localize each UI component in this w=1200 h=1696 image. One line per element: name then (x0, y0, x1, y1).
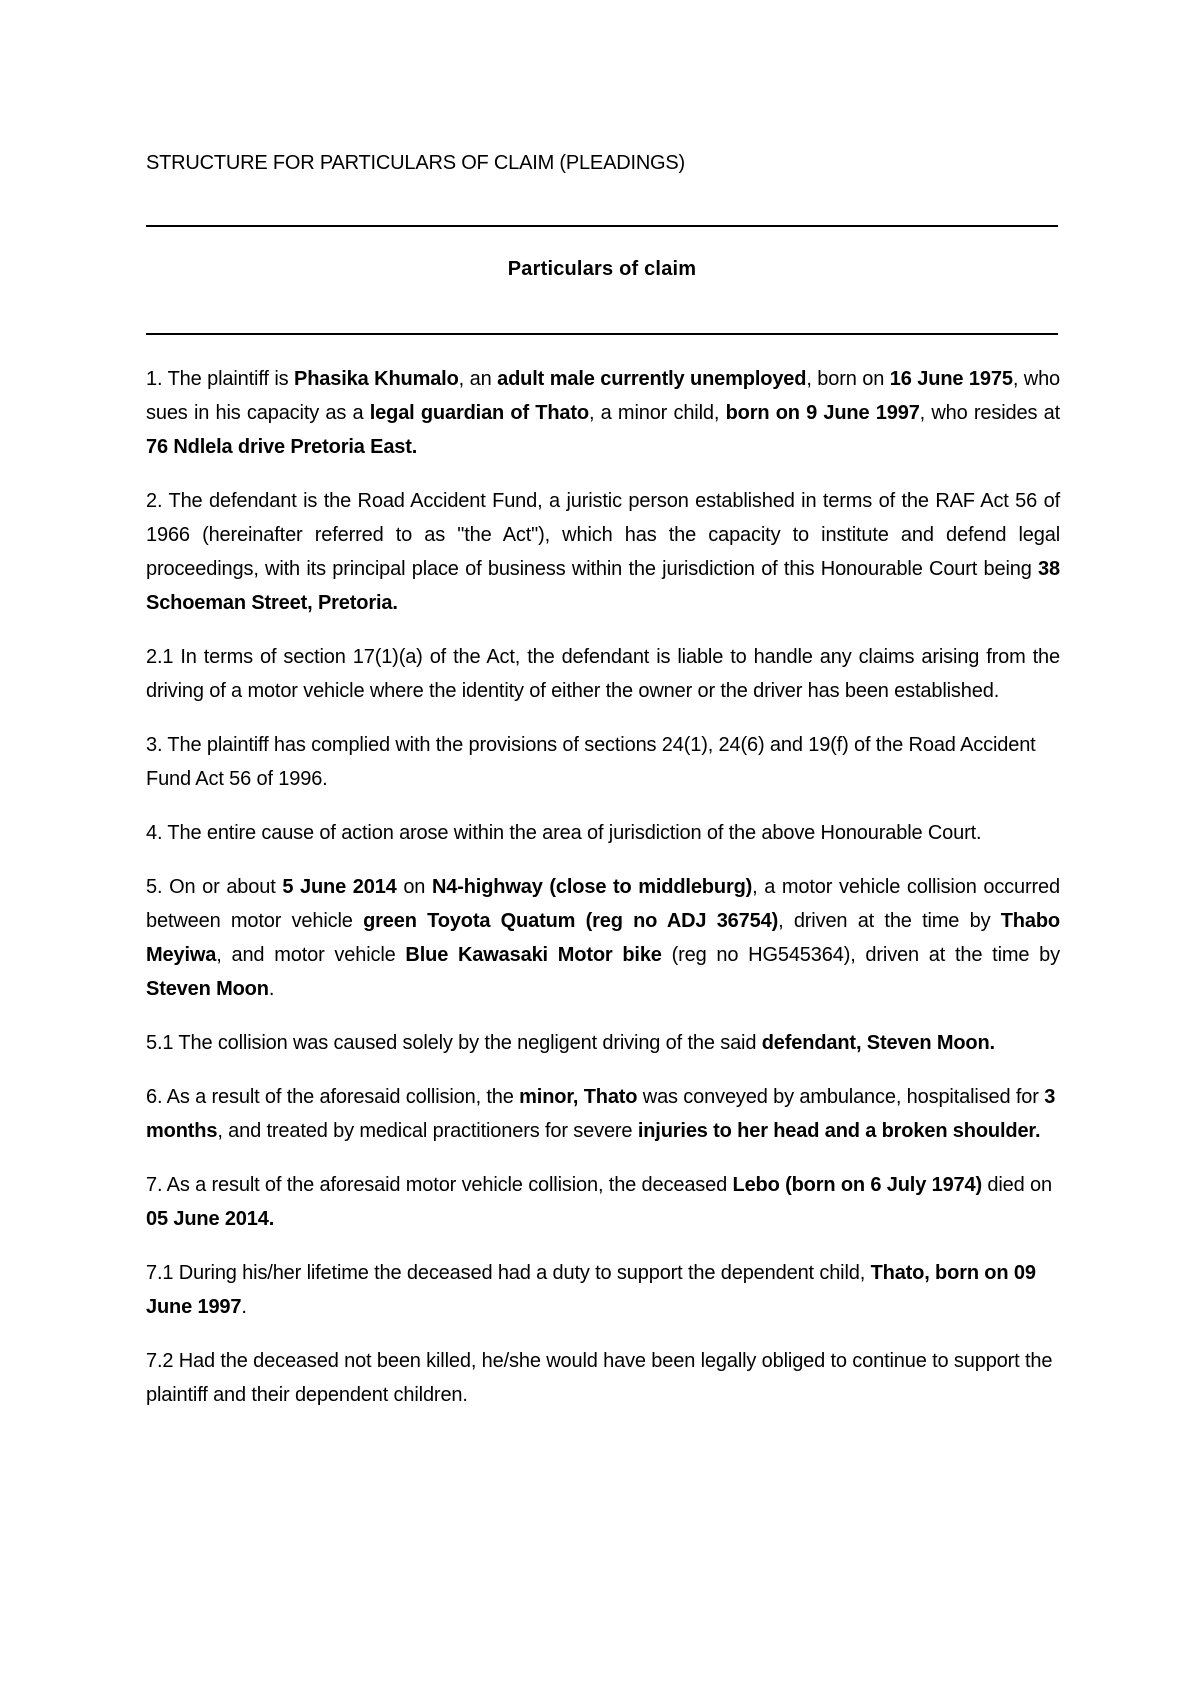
bold-text-run: Thato, born on 09 June 1997 (146, 1262, 1036, 1318)
bold-text-run: 5 June 2014 (282, 876, 397, 898)
bold-text-run: Blue Kawasaki Motor bike (405, 944, 662, 966)
paragraph-p7-2 (146, 1344, 1060, 1412)
bold-text-run: Thabo Meyiwa (146, 910, 1060, 966)
text-run: 2. The defendant is the Road Accident Fund, a juristic person established in terms of the RAF Act 56 of 1966 (hereinafter referred to as "the Act"), which has the capacity to institute and defend legal proceedings, with its principal place of business within the jurisdiction of this Honourable Court being (146, 490, 1060, 580)
text-run: 6. As a result of the aforesaid collision, the (146, 1086, 520, 1108)
bold-text-run: 76 Ndlela drive Pretoria East. (146, 436, 418, 458)
bold-text-run: adult male currently unemployed (497, 368, 807, 390)
document-title: STRUCTURE FOR PARTICULARS OF CLAIM (PLEADINGS) (146, 152, 686, 174)
text-run: , who sues in his capacity as a (146, 368, 1061, 424)
bold-text-run: Lebo (born on 6 July 1974) (732, 1174, 982, 1196)
text-run: 7. As a result of the aforesaid motor vehicle collision, the deceased (146, 1174, 733, 1196)
paragraph-p6 (146, 1080, 1060, 1148)
text-run: (reg no HG545364), driven at the time by (661, 944, 1060, 966)
text-run: , a motor vehicle collision occurred between motor vehicle (146, 876, 1060, 932)
bold-text-run: 38 Schoeman Street, Pretoria. (146, 558, 1060, 614)
paragraph-p5 (146, 870, 1060, 1006)
text-run: . (241, 1296, 247, 1318)
bold-text-run: 16 June 1975 (889, 368, 1013, 390)
bold-text-run: Steven Moon (146, 978, 269, 1000)
text-run: 3. The plaintiff has complied with the provisions of sections 24(1), 24(6) and 19(f) of the Road Accident Fund Act 56 of 1996. (146, 734, 1036, 790)
paragraph-p3 (146, 728, 1060, 796)
paragraph-p2 (146, 484, 1060, 620)
text-run: , and motor vehicle (216, 944, 406, 966)
text-run: 2.1 In terms of section 17(1)(a) of the Act, the defendant is liable to handle any claims arising from the driving of a motor vehicle where the identity of either the owner or the driver has been established. (146, 646, 1060, 702)
paragraph-p1 (146, 362, 1060, 464)
text-run: on (396, 876, 432, 898)
text-run: died on (982, 1174, 1052, 1196)
paragraph-p4 (146, 816, 1060, 850)
bold-text-run: born on 9 June 1997 (725, 402, 920, 424)
text-run: , born on (806, 368, 890, 390)
text-run: 5.1 The collision was caused solely by the negligent driving of the said (146, 1032, 762, 1054)
text-run: was conveyed by ambulance, hospitalised for (637, 1086, 1045, 1108)
text-run: , driven at the time by (778, 910, 1001, 932)
bold-text-run: defendant, Steven Moon. (761, 1032, 995, 1054)
text-run: , a minor child, (588, 402, 726, 424)
horizontal-rule-top (146, 225, 1058, 227)
paragraph-p7 (146, 1168, 1060, 1236)
bold-text-run: minor, Thato (519, 1086, 638, 1108)
paragraph-p7-1 (146, 1256, 1060, 1324)
bold-text-run: legal guardian of Thato (369, 402, 589, 424)
bold-text-run: N4-highway (close to middleburg) (431, 876, 753, 898)
text-run: 7.2 Had the deceased not been killed, he/she would have been legally obliged to continue to support the plaintiff and their dependent children. (146, 1350, 1053, 1406)
text-run: , and treated by medical practitioners for severe (217, 1120, 638, 1142)
bold-text-run: injuries to her head and a broken shoulder. (637, 1120, 1041, 1142)
text-run: 4. The entire cause of action arose within the area of jurisdiction of the above Honourable Court. (146, 822, 982, 844)
text-run: 1. The plaintiff is (146, 368, 295, 390)
bold-text-run: 3 months (146, 1086, 1056, 1142)
text-run: . (268, 978, 275, 1000)
document-page (146, 0, 1060, 1696)
paragraph-p5-1 (146, 1026, 1060, 1060)
text-run: , an (458, 368, 498, 390)
text-run: , who resides at (919, 402, 1060, 424)
horizontal-rule-bottom (146, 333, 1058, 335)
bold-text-run: Phasika Khumalo (294, 368, 459, 390)
text-run: 5. On or about (146, 876, 283, 898)
paragraph-p2-1 (146, 640, 1060, 708)
document-body (146, 362, 1060, 1432)
document-subtitle: Particulars of claim (507, 258, 697, 280)
bold-text-run: green Toyota Quatum (reg no ADJ 36754) (363, 910, 779, 932)
text-run: 7.1 During his/her lifetime the deceased had a duty to support the dependent child, (146, 1262, 871, 1284)
bold-text-run: 05 June 2014. (146, 1208, 275, 1230)
